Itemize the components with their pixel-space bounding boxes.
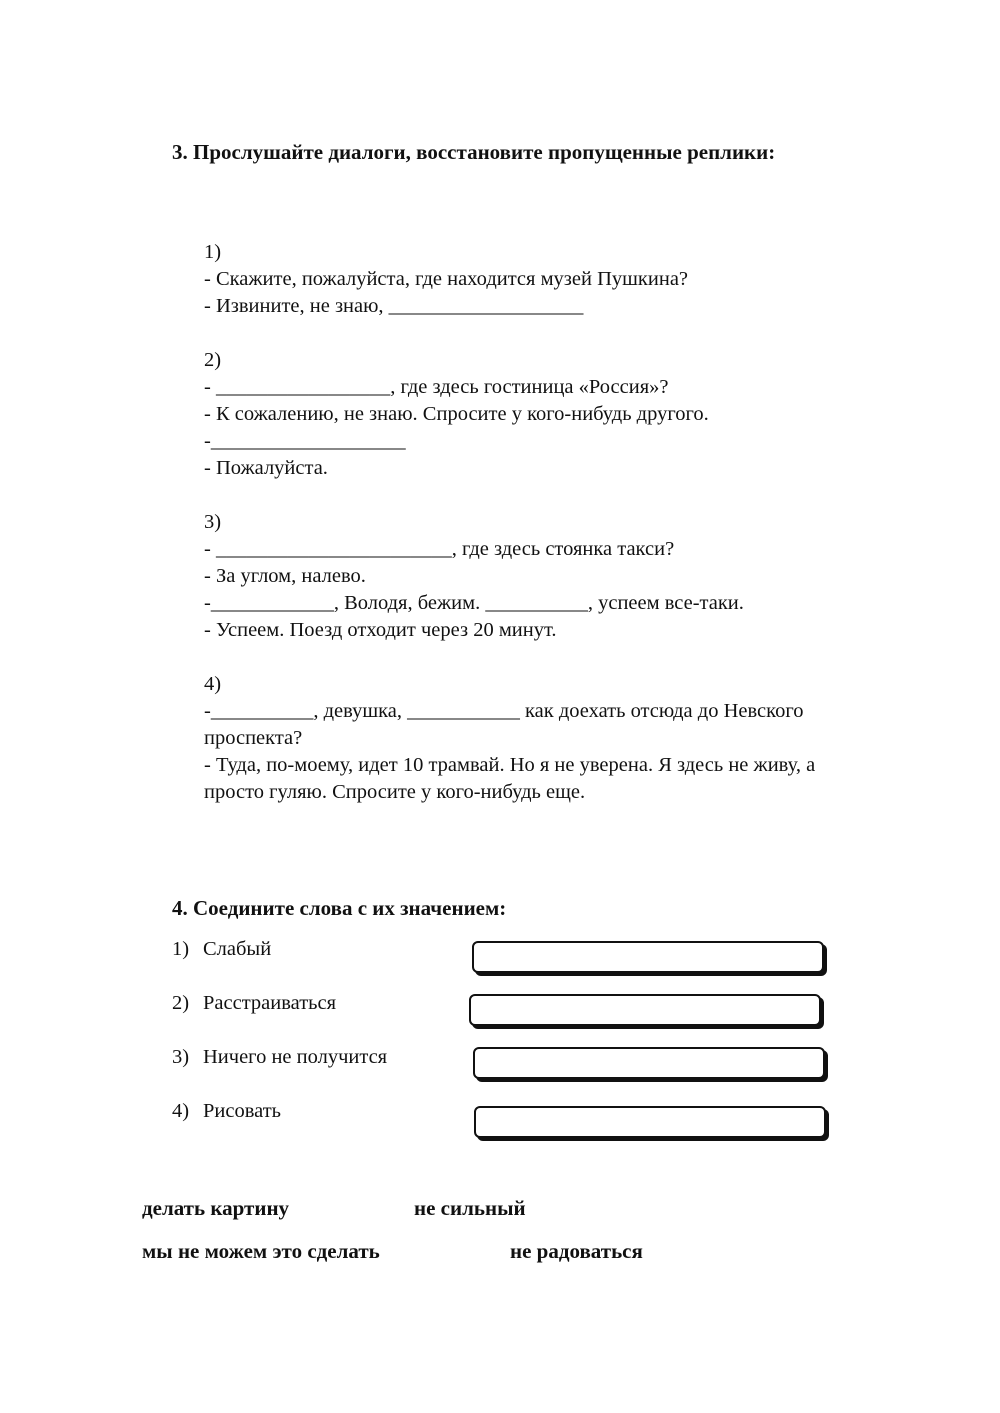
dialogue-4-line-1: -__________, девушка, ___________ как доехать отсюда до Невского bbox=[204, 700, 804, 722]
dialogue-4-line-2: проспекта? bbox=[204, 727, 303, 749]
dialogue-4-number: 4) bbox=[204, 673, 222, 695]
option-draggable-4[interactable]: не радоваться bbox=[510, 1239, 643, 1263]
dialogue-1-line-1: - Скажите, пожалуйста, где находится музей Пушкина? bbox=[204, 268, 689, 290]
match-item-2-number: 2) bbox=[172, 992, 190, 1014]
dialogue-3-line-3: -____________, Володя, бежим. __________, успеем все-таки. bbox=[204, 592, 744, 614]
dialogue-2-line-4: - Пожалуйста. bbox=[204, 457, 328, 479]
answer-drop-box-3[interactable] bbox=[473, 1047, 825, 1079]
dialogue-1-line-2: - Извините, не знаю, ___________________ bbox=[204, 295, 584, 317]
dialogue-1-number: 1) bbox=[204, 241, 222, 263]
dialogue-2-line-2: - К сожалению, не знаю. Спросите у кого-нибудь другого. bbox=[204, 403, 709, 425]
match-item-3-word: Ничего не получится bbox=[203, 1046, 388, 1068]
option-draggable-1[interactable]: делать картину bbox=[142, 1196, 290, 1220]
task4-heading: 4. Соедините слова с их значением: bbox=[172, 896, 507, 920]
dialogue-3-line-4: - Успеем. Поезд отходит через 20 минут. bbox=[204, 619, 557, 641]
match-item-1-word: Слабый bbox=[203, 938, 272, 960]
match-item-1-number: 1) bbox=[172, 938, 190, 960]
answer-drop-box-1[interactable] bbox=[472, 941, 824, 973]
match-item-2-word: Расстраиваться bbox=[203, 992, 337, 1014]
dialogue-3-line-1: - _______________________, где здесь стоянка такси? bbox=[204, 538, 675, 560]
dialogue-4-line-4: просто гуляю. Спросите у кого-нибудь еще. bbox=[204, 781, 586, 803]
task3-heading: 3. Прослушайте диалоги, восстановите пропущенные реплики: bbox=[172, 140, 776, 164]
option-draggable-2[interactable]: не сильный bbox=[414, 1196, 526, 1220]
match-item-4 bbox=[172, 1100, 281, 1123]
dialogue-3-number: 3) bbox=[204, 511, 222, 533]
match-item-4-word: Рисовать bbox=[203, 1100, 282, 1122]
dialogue-2-line-3: -___________________ bbox=[204, 430, 406, 452]
match-item-3-number: 3) bbox=[172, 1046, 190, 1068]
dialogue-4-line-3: - Туда, по-моему, идет 10 трамвай. Но я не уверена. Я здесь не живу, а bbox=[204, 754, 816, 776]
option-draggable-3[interactable]: мы не можем это сделать bbox=[142, 1239, 380, 1263]
match-item-2 bbox=[172, 992, 336, 1015]
dialogue-2-line-1: - _________________, где здесь гостиница «Россия»? bbox=[204, 376, 669, 398]
dialogue-3-line-2: - За углом, налево. bbox=[204, 565, 366, 587]
match-item-4-number: 4) bbox=[172, 1100, 190, 1122]
match-item-3 bbox=[172, 1046, 387, 1069]
answer-drop-box-2[interactable] bbox=[469, 994, 821, 1026]
match-item-1 bbox=[172, 938, 271, 961]
answer-drop-box-4[interactable] bbox=[474, 1106, 826, 1138]
dialogue-2-number: 2) bbox=[204, 349, 222, 371]
